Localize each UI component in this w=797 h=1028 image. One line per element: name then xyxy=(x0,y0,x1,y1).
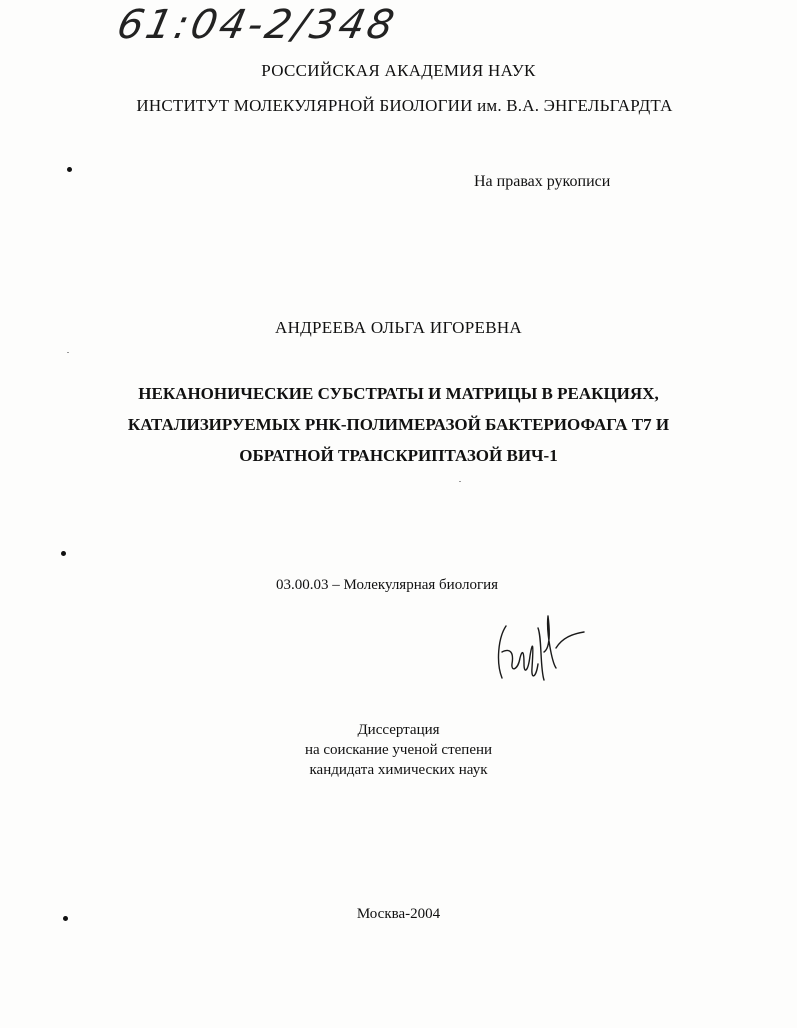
specialty-code: 03.00.03 – Молекулярная биология xyxy=(276,577,499,593)
rights-note: На правах рукописи xyxy=(474,173,611,190)
binding-hole-mark xyxy=(63,916,68,921)
title-line: НЕКАНОНИЧЕСКИЕ СУБСТРАТЫ И МАТРИЦЫ В РЕАКЦИЯХ, xyxy=(138,384,659,403)
author-name: АНДРЕЕВА ОЛЬГА ИГОРЕВНА xyxy=(275,318,522,337)
handwritten-archive-number: 61:04-2/348 xyxy=(113,2,401,48)
degree-line: на соискание ученой степени xyxy=(304,742,493,758)
institute-heading: ИНСТИТУТ МОЛЕКУЛЯРНОЙ БИОЛОГИИ им. В.А. ЭНГЕЛЬГАРДТА xyxy=(136,96,673,115)
scan-speck xyxy=(459,481,461,482)
dissertation-title xyxy=(0,378,797,471)
degree-statement xyxy=(0,720,797,780)
title-line: КАТАЛИЗИРУЕМЫХ РНК-ПОЛИМЕРАЗОЙ БАКТЕРИОФАГА Т7 И xyxy=(127,415,670,434)
degree-line: Диссертация xyxy=(357,722,440,738)
signature xyxy=(488,608,588,688)
binding-hole-mark xyxy=(61,551,66,556)
title-line: ОБРАТНОЙ ТРАНСКРИПТАЗОЙ ВИЧ-1 xyxy=(239,446,558,465)
scan-speck xyxy=(67,352,69,353)
binding-hole-mark xyxy=(67,167,72,172)
academy-heading: РОССИЙСКАЯ АКАДЕМИЯ НАУК xyxy=(261,61,536,80)
degree-line: кандидата химических наук xyxy=(309,762,488,778)
city-year: Москва-2004 xyxy=(356,906,441,922)
